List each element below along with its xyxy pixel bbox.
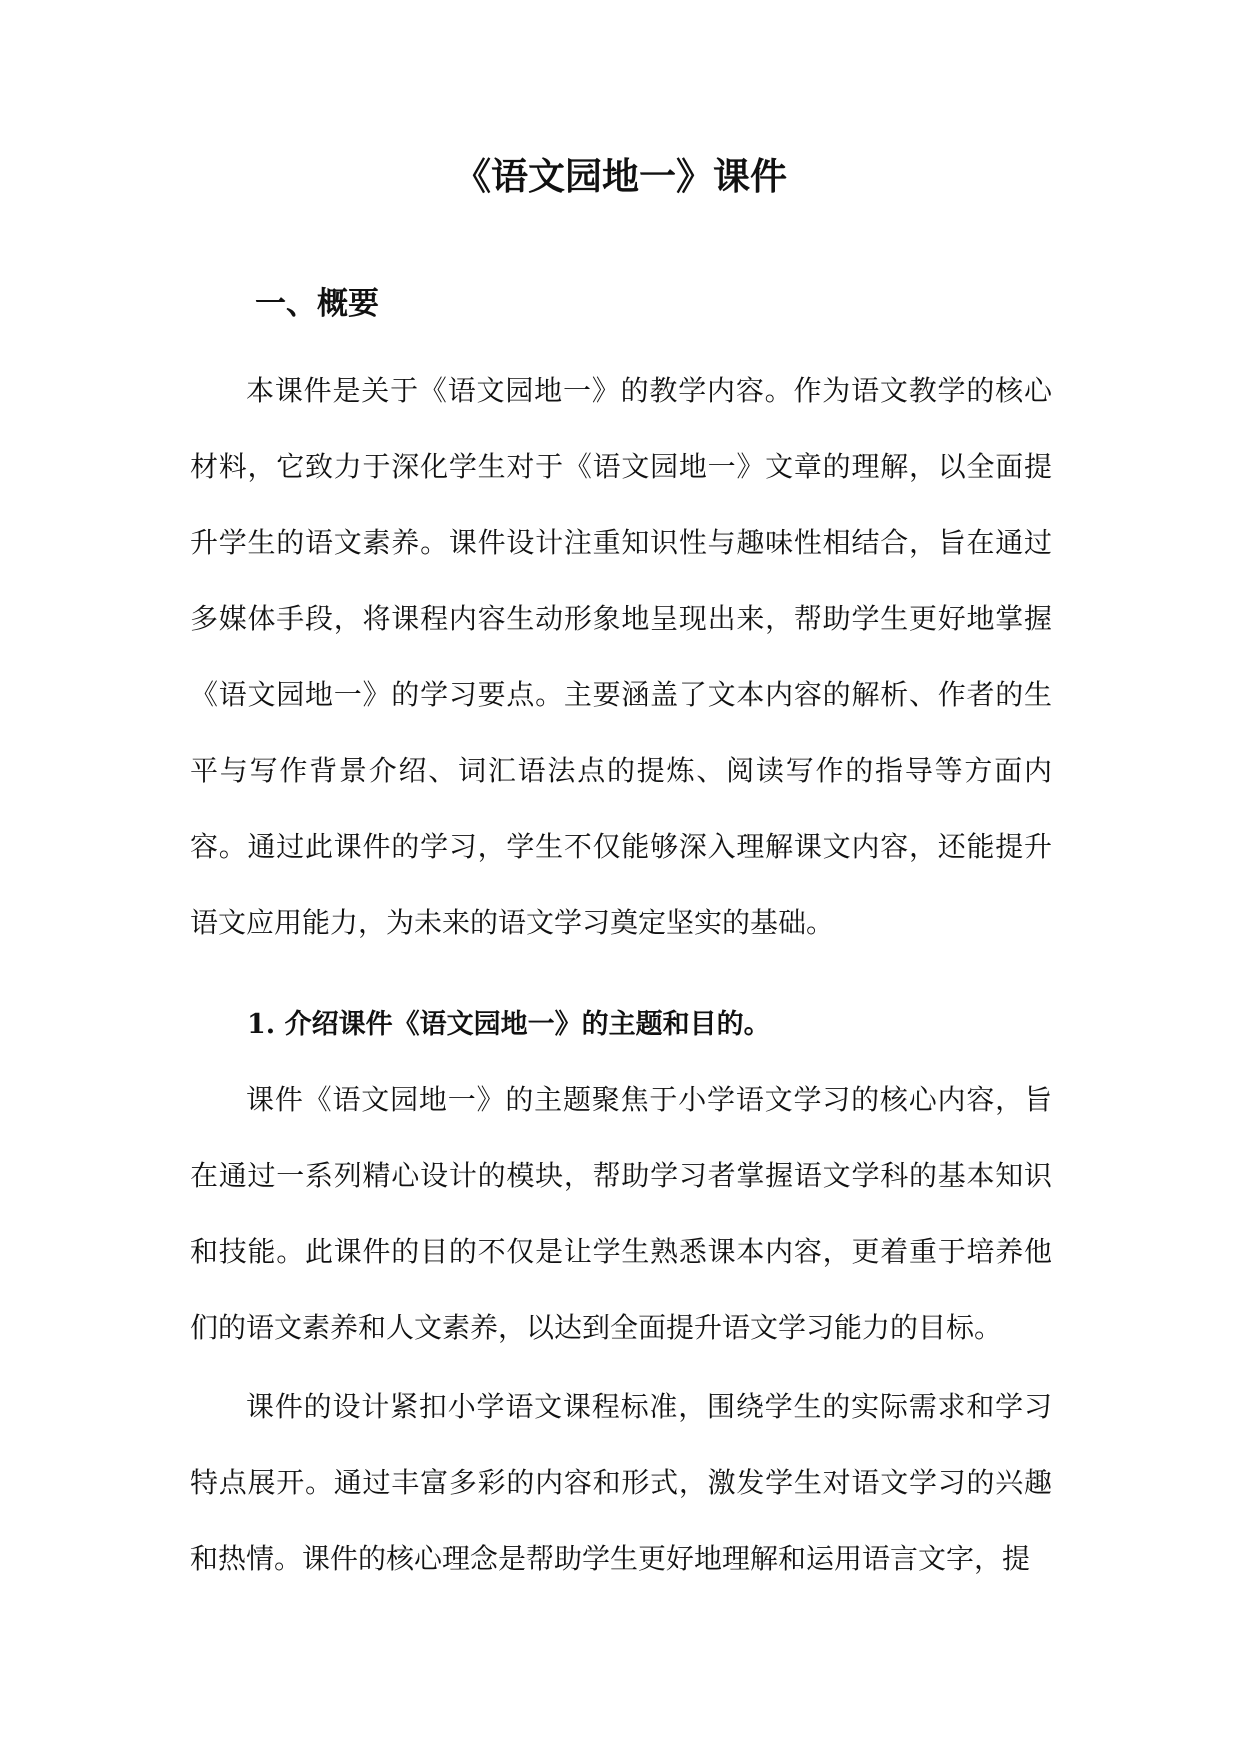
section-heading-overview: 一、概要 xyxy=(255,286,379,322)
theme-paragraph-2: 课件的设计紧扣小学语文课程标准，围绕学生的实际需求和学习特点展开。通过丰富多彩的内容和形式，激发学生对语文学习的兴趣和热情。课件的核心理念是帮助学生更好地理解和运用语言文字，提 xyxy=(190,1390,1052,1575)
page-title: 《语文园地一》课件 xyxy=(454,154,787,198)
overview-paragraph: 本课件是关于《语文园地一》的教学内容。作为语文教学的核心材料，它致力于深化学生对于《语文园地一》文章的理解，以全面提升学生的语文素养。课件设计注重知识性与趣味性相结合，旨在通过多媒体手段，将课程内容生动形象地呈现出来，帮助学生更好地掌握《语文园地一》的学习要点。主要涵盖了文本内容的解析、作者的生平与写作背景介绍、词汇语法点的提炼、阅读写作的指导等方面内容。通过此课件的学习，学生不仅能够深入理解课文内容，还能提升语文应用能力，为未来的语文学习奠定坚实的基础。 xyxy=(190,374,1052,939)
subsection-heading-theme: 1. 介绍课件《语文园地一》的主题和目的。 xyxy=(247,1009,771,1040)
theme-paragraph-1: 课件《语文园地一》的主题聚焦于小学语文学习的核心内容，旨在通过一系列精心设计的模块，帮助学习者掌握语文学科的基本知识和技能。此课件的目的不仅是让学生熟悉课本内容，更着重于培养他们的语文素养和人文素养，以达到全面提升语文学习能力的目标。 xyxy=(190,1083,1052,1344)
